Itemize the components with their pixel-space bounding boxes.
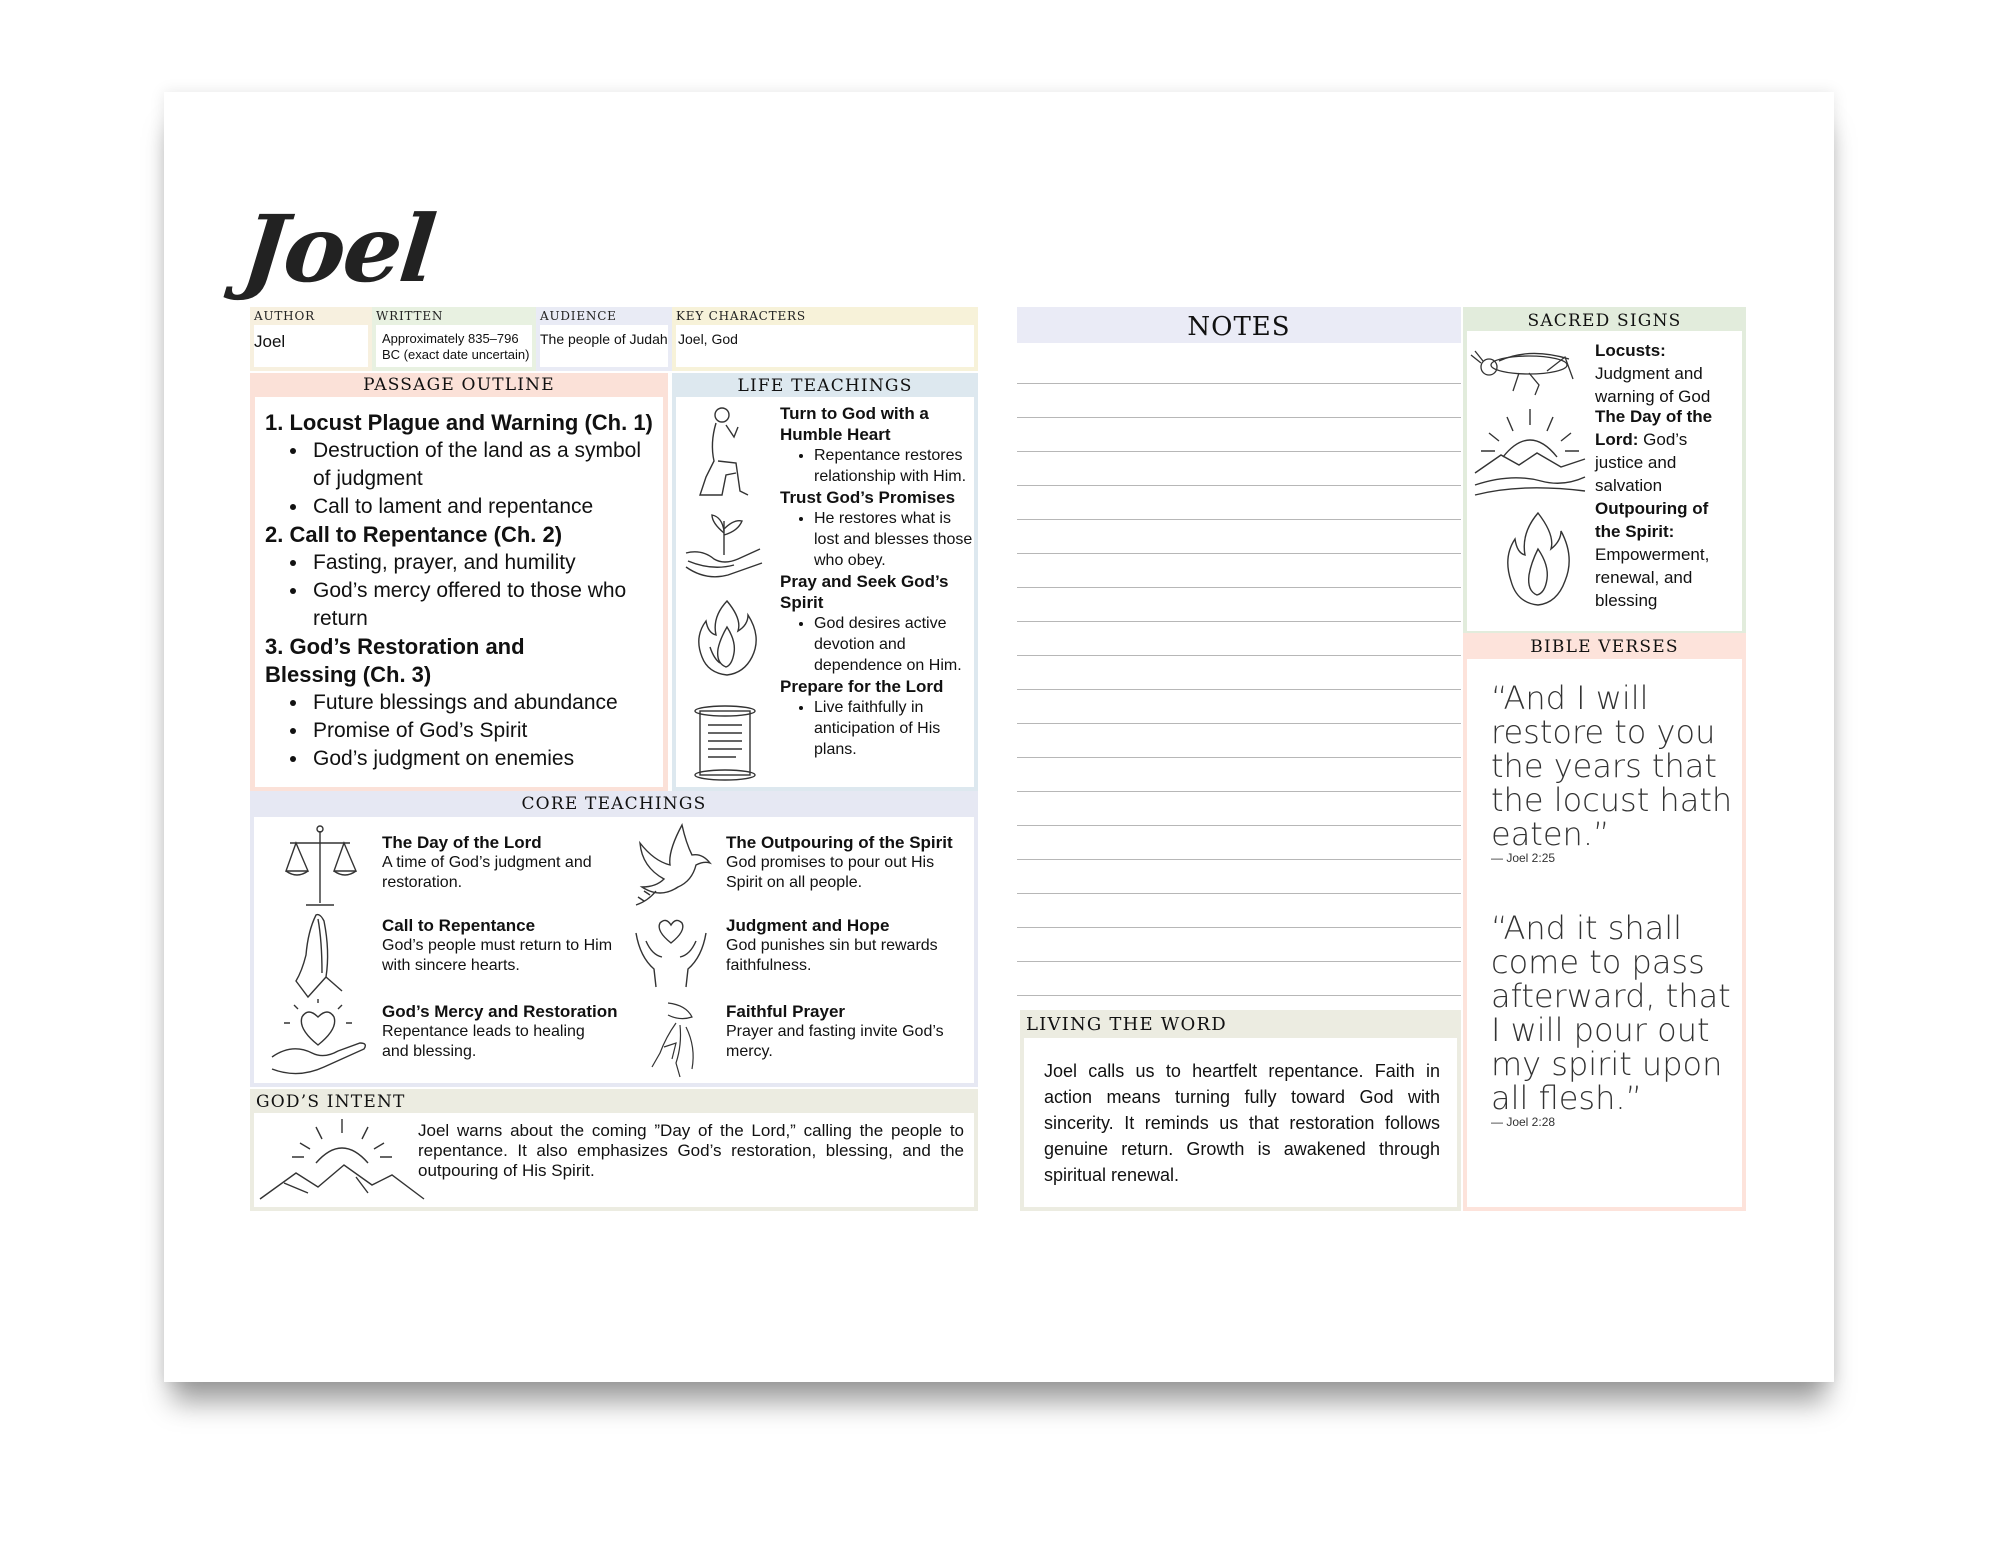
core-teachings-section bbox=[250, 791, 978, 1087]
gods-intent-text: Joel warns about the coming ”Day of the Lord,” calling the people to repentance. It also emphasizes God’s restoration, blessing, and the outpouring of His Spirit. bbox=[418, 1121, 964, 1180]
audience-label: AUDIENCE bbox=[540, 309, 617, 323]
sunrise-mountains-icon bbox=[256, 1113, 428, 1205]
locust-icon bbox=[1469, 339, 1579, 399]
sacred-sign-text: Outpouring of the Spirit: Empowerment, renewal, and blessing bbox=[1595, 499, 1710, 610]
core-teaching-desc: Repentance leads to healing and blessing. bbox=[382, 1023, 585, 1060]
hands-sprout-icon bbox=[682, 509, 766, 591]
sacred-sign-term: The Day of the Lord: bbox=[1595, 407, 1713, 449]
life-teaching-point: • Repentance restores relationship with Him. bbox=[814, 445, 974, 487]
sacred-signs-section bbox=[1463, 307, 1746, 633]
scales-icon bbox=[282, 823, 358, 913]
outline-item: • Call to lament and repentance bbox=[309, 493, 657, 521]
life-teaching-point: • He restores what is lost and blesses those who obey. bbox=[814, 508, 974, 571]
life-teachings-header: LIFE TEACHINGS bbox=[737, 376, 913, 396]
notes-header: NOTES bbox=[1187, 312, 1291, 342]
page-title: Joel bbox=[237, 195, 440, 303]
sacred-sign-text: Locusts: Judgment and warning of God bbox=[1595, 341, 1711, 406]
author-value: Joel bbox=[254, 332, 286, 351]
flame-icon bbox=[692, 597, 762, 679]
bible-verse-ref: — Joel 2:25 bbox=[1491, 851, 1556, 865]
core-teaching-desc: Prayer and fasting invite God’s mercy. bbox=[726, 1023, 944, 1060]
outline-item: • Future blessings and abundance bbox=[309, 689, 657, 717]
bible-verse-text: “And I will restore to you the years that the locust hath eaten.” bbox=[1491, 679, 1733, 853]
life-teaching-point: • Live faithfully in anticipation of His plans. bbox=[814, 697, 974, 760]
outline-item: • Destruction of the land as a symbol of judgment bbox=[309, 437, 657, 493]
core-teaching-title: Call to Repentance bbox=[382, 916, 536, 935]
sacred-sign-term: Locusts: bbox=[1595, 341, 1666, 360]
hands-heart-icon bbox=[632, 913, 710, 989]
living-the-word-header: LIVING THE WORD bbox=[1026, 1014, 1227, 1035]
life-teaching-title: Trust God’s Promises bbox=[780, 488, 956, 507]
core-teaching-title: Judgment and Hope bbox=[726, 916, 890, 935]
bible-verse-ref: — Joel 2:28 bbox=[1491, 1115, 1556, 1129]
dove-icon bbox=[626, 821, 716, 907]
written-value-line1: Approximately 835–796 bbox=[382, 331, 519, 346]
kneeling-prayer-icon bbox=[692, 403, 754, 503]
scroll-icon bbox=[688, 703, 762, 783]
life-teaching-title: Turn to God with a Humble Heart bbox=[780, 404, 929, 444]
outline-heading-3: 3. God’s Restoration and Blessing (Ch. 3) bbox=[265, 634, 525, 687]
core-teaching-title: Faithful Prayer bbox=[726, 1002, 846, 1021]
written-box bbox=[372, 307, 536, 371]
sacred-signs-header: SACRED SIGNS bbox=[1527, 311, 1682, 331]
written-value-line2: BC (exact date uncertain) bbox=[382, 347, 530, 362]
living-the-word-text: Joel calls us to heartfelt repentance. Faith in action means turning fully toward God with sincerity. It reminds us that restoration follows genuine return. Growth is awakened through spiritual renewal. bbox=[1044, 1061, 1440, 1185]
passage-outline-header: PASSAGE OUTLINE bbox=[363, 375, 555, 395]
key-characters-value: Joel, God bbox=[678, 331, 738, 347]
heart-hands-icon bbox=[268, 999, 372, 1079]
outline-item: • God’s judgment on enemies bbox=[309, 745, 657, 773]
core-teaching-desc: God punishes sin but rewards faithfulness. bbox=[726, 937, 938, 974]
key-characters-box bbox=[672, 307, 978, 371]
living-the-word-section bbox=[1020, 1010, 1461, 1211]
key-characters-label: KEY CHARACTERS bbox=[676, 309, 806, 323]
gods-intent-header: GOD’S INTENT bbox=[256, 1092, 406, 1112]
core-teaching-desc: God promises to pour out His Spirit on all people. bbox=[726, 854, 935, 891]
outline-item: • God’s mercy offered to those who return bbox=[309, 577, 657, 633]
life-teaching-title: Pray and Seek God’s Spirit bbox=[780, 572, 949, 612]
life-teaching-point: • God desires active devotion and dependence on Him. bbox=[814, 613, 974, 676]
core-teaching-title: The Day of the Lord bbox=[382, 833, 542, 852]
fire-icon bbox=[1503, 509, 1573, 609]
sacred-sign-term: Outpouring of the Spirit: bbox=[1595, 499, 1709, 541]
gods-intent-section bbox=[250, 1089, 978, 1211]
praying-hands-icon bbox=[286, 911, 352, 1001]
life-teaching-title: Prepare for the Lord bbox=[780, 677, 944, 696]
written-label: WRITTEN bbox=[376, 309, 444, 323]
outline-heading-1: 1. Locust Plague and Warning (Ch. 1) bbox=[265, 410, 653, 435]
outline-item: • Fasting, prayer, and humility bbox=[309, 549, 657, 577]
prayer-icon bbox=[646, 997, 710, 1081]
passage-outline-section bbox=[250, 373, 668, 791]
author-label: AUTHOR bbox=[254, 309, 315, 323]
audience-value: The people of Judah bbox=[540, 331, 668, 347]
author-box bbox=[250, 307, 372, 371]
outline-heading-2: 2. Call to Repentance (Ch. 2) bbox=[265, 522, 563, 547]
outline-item: • Promise of God’s Spirit bbox=[309, 717, 657, 745]
sunrise-icon bbox=[1471, 403, 1589, 497]
core-teaching-desc: God’s people must return to Him with sincere hearts. bbox=[382, 937, 613, 974]
sacred-sign-text: The Day of the Lord: God’s justice and salvation bbox=[1595, 407, 1713, 495]
core-teaching-desc: A time of God’s judgment and restoration. bbox=[382, 854, 592, 891]
core-teaching-title: God’s Mercy and Restoration bbox=[382, 1002, 618, 1021]
core-teachings-header: CORE TEACHINGS bbox=[521, 794, 707, 814]
audience-box bbox=[536, 307, 672, 371]
life-teachings-section bbox=[672, 373, 978, 791]
bible-verses-header: BIBLE VERSES bbox=[1530, 637, 1679, 657]
bible-verses-section bbox=[1463, 633, 1746, 1211]
notes-header-bar bbox=[1017, 307, 1461, 343]
core-teaching-title: The Outpouring of the Spirit bbox=[726, 833, 953, 852]
bible-verse-text: “And it shall come to pass afterward, that I will pour out my spirit upon all flesh.” bbox=[1491, 909, 1731, 1117]
